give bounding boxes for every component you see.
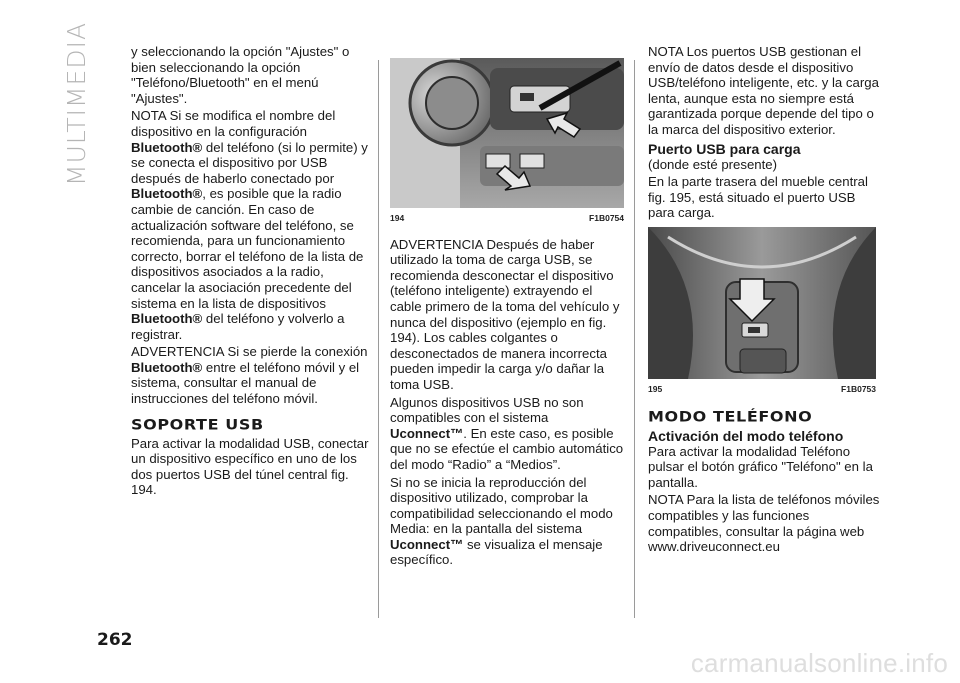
figure-194 [390,58,624,227]
bluetooth-term: Bluetooth® [131,359,203,375]
subheading-note: (donde esté presente) [648,156,778,172]
paragraph: Para activar la modalidad Teléfono pulsar el botón gráfico "Teléfono" en la pantalla. [648,443,873,490]
text: Algunos dispositivos USB no son compatibles con el sistema [390,394,584,426]
figure-code: F1B0753 [841,383,876,394]
watermark: carmanualsonline.info [690,648,948,678]
uconnect-term: Uconnect™ [390,425,464,441]
figure-195 [648,227,876,398]
text: se visualiza el mensaje específico. [390,536,603,568]
section-heading-usb: SOPORTE USB [131,415,264,433]
paragraph-note: NOTA Para la lista de teléfonos móviles compatibles y las funciones compatibles, consultar la página web www.driveuconnect.eu [648,492,880,555]
subheading-phone-activation: Activación del modo teléfono [648,427,844,444]
figure-code: F1B0754 [589,213,624,223]
page-number: 262 [97,630,133,650]
text: , es posible que la radio cambie de canción. En caso de actualización software del teléfono, se recomienda, para un funcionamiento correcto, borrar el teléfono de la lista de dispositivos asociados a la radio, cancelar la asociación precedente del sistema en la lista de dispositivos [131,186,364,311]
text: ADVERTENCIA Si se pierde la conexión [131,344,368,360]
paragraph-warning: ADVERTENCIA Después de haber utilizado la toma de carga USB, se recomienda desconectar el dispositivo (teléfono inteligente) extrayendo el cable primero de la toma del vehículo y nunca del dispositivo (ejemplo en fig. 194). Los cables colgantes o desconectados de manera incorrecta pueden impedir la carga y/o dañar la toma USB. [390,236,620,392]
paragraph-note: NOTA Los puertos USB gestionan el envío de datos desde el dispositivo USB/teléfono inteligente, etc. y la carga lenta, aunque esta no siempre está garantizada porque depende del tipo o la marca del dispositivo exterior. [648,44,879,137]
bluetooth-term: Bluetooth® [131,139,203,155]
column-left [131,44,369,500]
column-divider [634,60,635,618]
bluetooth-term: Bluetooth® [131,311,203,327]
figure-number: 194 [390,213,405,223]
text: NOTA Si se modifica el nombre del dispositivo en la configuración [131,108,336,139]
subheading-usb-charging: Puerto USB para carga [648,140,801,157]
column-middle [390,58,624,570]
paragraph: En la parte trasera del mueble central fig. 195, está situado el puerto USB para carga. [648,174,868,221]
column-right [648,44,884,557]
text: Si no se inicia la reproducción del dispositivo utilizado, comprobar la compatibilidad seleccionando el modo Media: en la pantalla del sistema [390,474,613,537]
paragraph-warning [131,344,369,406]
usb-charging-port-illustration [648,227,876,379]
figure-caption [390,211,624,227]
usb-tunnel-illustration [390,58,624,208]
figure-number: 195 [648,383,663,394]
uconnect-term: Uconnect™ [390,536,464,552]
text: del teléfono (si lo permite) y se conecta el dispositivo por USB después de haberlo conectado por [131,139,368,186]
section-heading-phone-mode: MODO TELÉFONO [648,407,813,425]
column-divider [378,60,379,618]
bluetooth-term: Bluetooth® [131,186,203,202]
paragraph: y seleccionando la opción "Ajustes" o bien seleccionando la opción "Teléfono/Bluetooth" en el menú "Ajustes". [131,44,350,106]
text: . En este caso, es posible que no se efectúe el cambio automático del modo “Radio” a “Medios”. [390,425,624,472]
paragraph-note [131,108,369,342]
text: entre el teléfono móvil y el sistema, consultar el manual de instrucciones del teléfono móvil. [131,359,360,407]
paragraph [390,475,624,569]
paragraph [390,395,624,473]
section-tab-multimedia: MULTIMEDIA [62,21,91,186]
paragraph: Para activar la modalidad USB, conectar un dispositivo específico en uno de los dos puertos USB del túnel central fig. 194. [131,435,369,498]
text: del teléfono y volverlo a registrar. [131,311,345,342]
figure-caption [648,382,876,398]
